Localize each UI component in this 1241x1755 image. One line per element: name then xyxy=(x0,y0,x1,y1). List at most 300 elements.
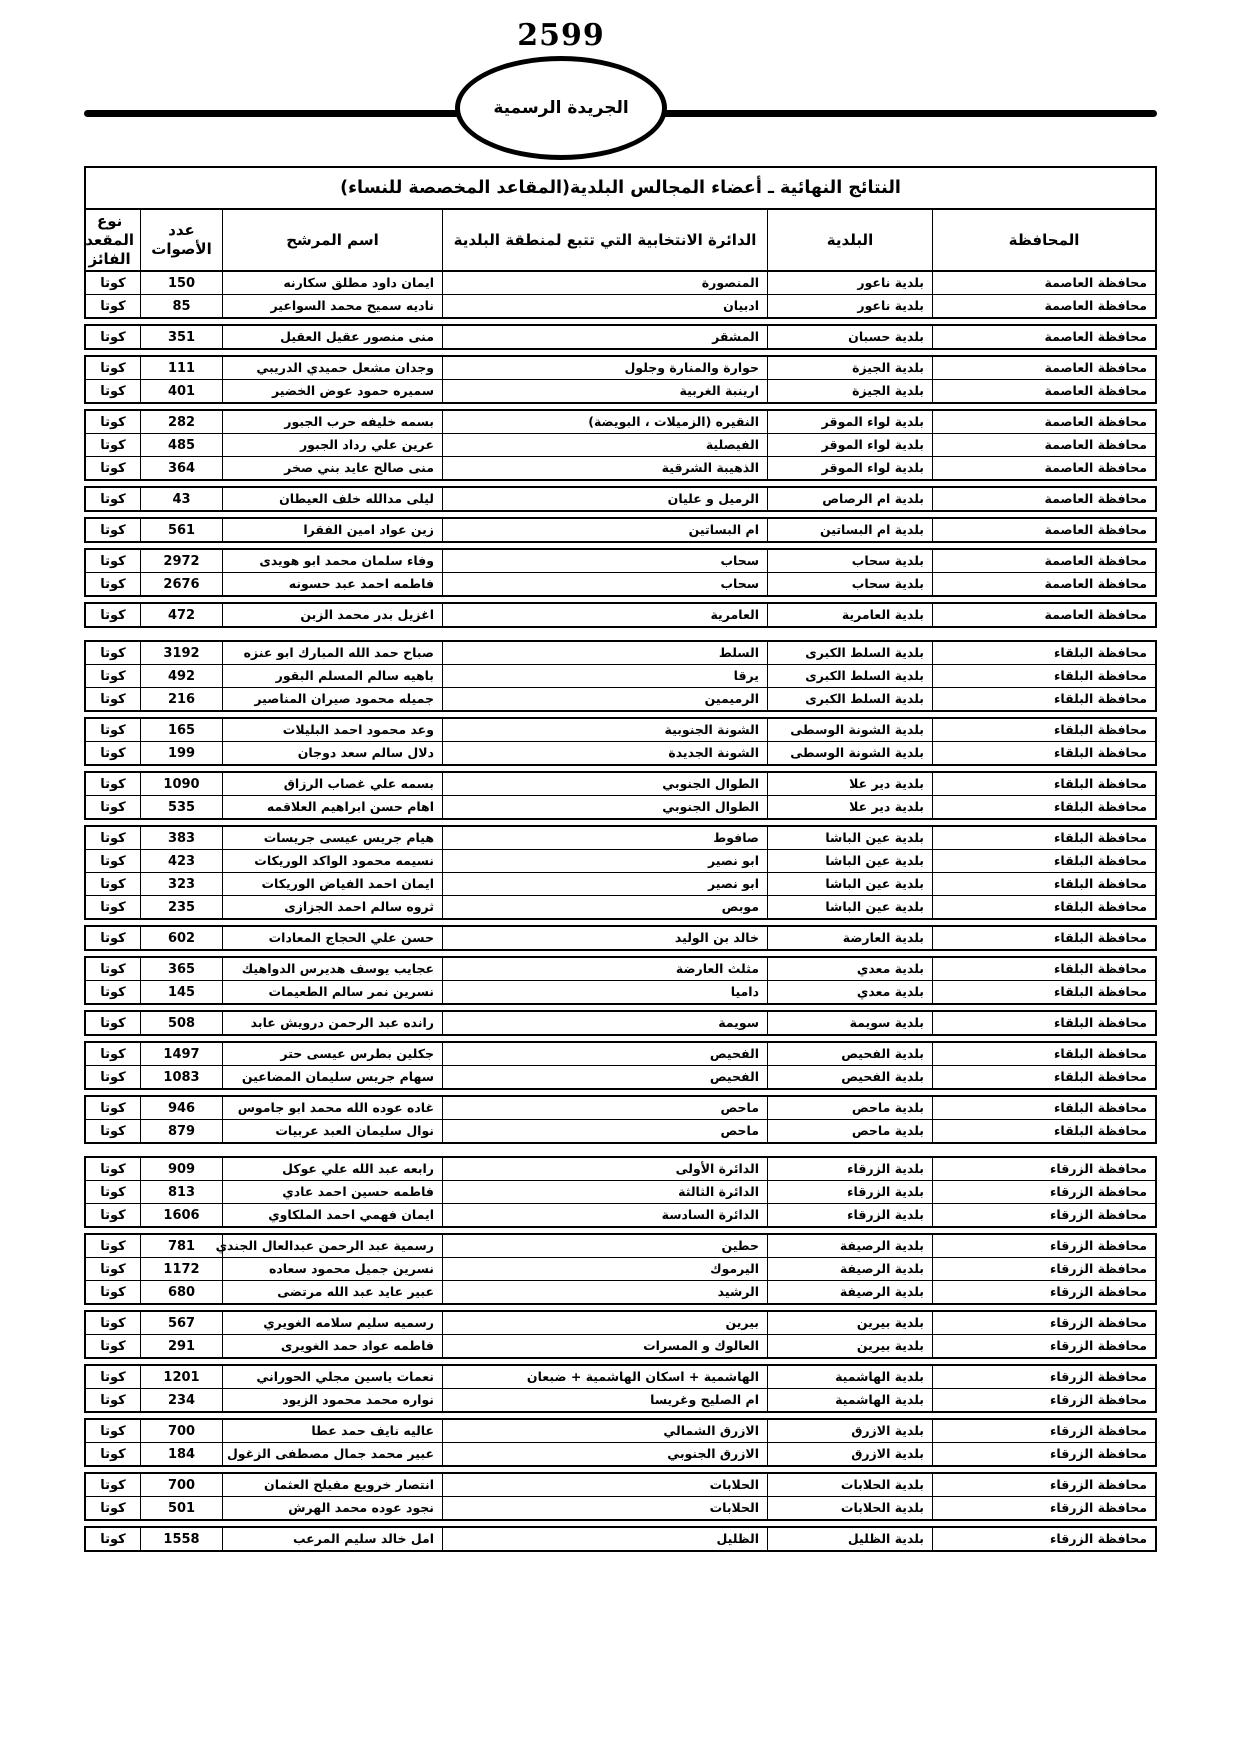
cell-candidate: ثروه سالم احمد الجزازى xyxy=(223,896,443,918)
table-row xyxy=(86,1180,1155,1203)
cell-votes: 485 xyxy=(141,434,223,456)
cell-governorate: محافظة العاصمة xyxy=(1044,414,1147,429)
cell-municipality: بلدية الفحيص xyxy=(768,1066,933,1088)
cell-seat: كوتا xyxy=(86,1043,141,1065)
table-row xyxy=(86,1528,1155,1550)
cell-district: خالد بن الوليد xyxy=(443,927,768,949)
table-row xyxy=(86,1442,1155,1465)
cell-candidate: زين عواد امين الفقرا xyxy=(223,519,443,541)
cell-municipality: بلدية عين الباشا xyxy=(768,827,933,849)
cell-municipality: بلدية الجيزة xyxy=(768,380,933,402)
cell-votes: 946 xyxy=(141,1097,223,1119)
cell-governorate: محافظة البلقاء xyxy=(1054,961,1147,976)
results-table xyxy=(84,166,1157,1552)
municipality-group xyxy=(84,771,1157,820)
cell-district: سحاب xyxy=(443,573,768,595)
column-header-votes: عدد الأصوات xyxy=(141,210,223,270)
cell-governorate: محافظة الزرقاء xyxy=(1050,1284,1147,1299)
municipality-group xyxy=(84,640,1157,712)
cell-votes: 781 xyxy=(141,1235,223,1257)
table-row xyxy=(86,1203,1155,1226)
table-row xyxy=(86,1334,1155,1357)
cell-candidate: ليلى مدالله خلف العيطان xyxy=(223,488,443,510)
cell-governorate: محافظة العاصمة xyxy=(1044,360,1147,375)
cell-governorate: محافظة البلقاء xyxy=(1054,1046,1147,1061)
cell-candidate: رانده عبد الرحمن درويش عابد xyxy=(223,1012,443,1034)
cell-seat: كوتا xyxy=(86,1389,141,1411)
cell-district: الازرق الجنوبي xyxy=(443,1443,768,1465)
table-row xyxy=(86,980,1155,1003)
cell-candidate: غاده عوده الله محمد ابو جاموس xyxy=(223,1097,443,1119)
cell-seat: كوتا xyxy=(86,550,141,572)
cell-district: مثلث العارضة xyxy=(443,958,768,980)
cell-municipality: بلدية الهاشمية xyxy=(768,1366,933,1388)
cell-district: الازرق الشمالي xyxy=(443,1420,768,1442)
cell-district: ابو نصير xyxy=(443,873,768,895)
cell-governorate: محافظة الزرقاء xyxy=(1050,1446,1147,1461)
cell-seat: كوتا xyxy=(86,796,141,818)
cell-governorate: محافظة البلقاء xyxy=(1054,1015,1147,1030)
cell-votes: 351 xyxy=(141,326,223,348)
table-row xyxy=(86,411,1155,433)
cell-votes: 111 xyxy=(141,357,223,379)
cell-seat: كوتا xyxy=(86,1443,141,1465)
cell-seat: كوتا xyxy=(86,827,141,849)
cell-seat: كوتا xyxy=(86,357,141,379)
cell-municipality: بلدية الرصيفة xyxy=(768,1235,933,1257)
cell-candidate: عبير عايد عبد الله مرتضى xyxy=(223,1281,443,1303)
cell-municipality: بلدية سويمة xyxy=(768,1012,933,1034)
municipality-group xyxy=(84,1310,1157,1359)
cell-municipality: بلدية العامرية xyxy=(768,604,933,626)
cell-governorate: محافظة الزرقاء xyxy=(1050,1392,1147,1407)
cell-candidate: امل خالد سليم المرعب xyxy=(223,1528,443,1550)
cell-seat: كوتا xyxy=(86,719,141,741)
cell-candidate: انتصار خرويع مفيلح العثمان xyxy=(223,1474,443,1496)
table-row xyxy=(86,1235,1155,1257)
cell-district: الفحيص xyxy=(443,1043,768,1065)
cell-seat: كوتا xyxy=(86,1312,141,1334)
cell-seat: كوتا xyxy=(86,272,141,294)
municipality-group xyxy=(84,1418,1157,1467)
cell-municipality: بلدية بيرين xyxy=(768,1312,933,1334)
table-row xyxy=(86,642,1155,664)
cell-candidate: نسرين جميل محمود سعاده xyxy=(223,1258,443,1280)
cell-votes: 2972 xyxy=(141,550,223,572)
cell-seat: كوتا xyxy=(86,1258,141,1280)
cell-seat: كوتا xyxy=(86,1120,141,1142)
cell-governorate: محافظة البلقاء xyxy=(1054,853,1147,868)
cell-district: الرميل و عليان xyxy=(443,488,768,510)
cell-seat: كوتا xyxy=(86,488,141,510)
municipality-group xyxy=(84,925,1157,951)
cell-municipality: بلدية السلط الكبرى xyxy=(768,642,933,664)
cell-seat: كوتا xyxy=(86,688,141,710)
gazette-title: الجريدة الرسمية xyxy=(493,98,629,118)
cell-district: ماحص xyxy=(443,1120,768,1142)
cell-governorate: محافظة الزرقاء xyxy=(1050,1531,1147,1546)
cell-governorate: محافظة البلقاء xyxy=(1054,799,1147,814)
cell-seat: كوتا xyxy=(86,927,141,949)
cell-candidate: سميره حمود عوض الخضير xyxy=(223,380,443,402)
table-row xyxy=(86,1158,1155,1180)
cell-seat: كوتا xyxy=(86,295,141,317)
column-header-district: الدائرة الانتخابية التي تتبع لمنطقة البلدية xyxy=(443,210,768,270)
table-row xyxy=(86,719,1155,741)
cell-governorate: محافظة الزرقاء xyxy=(1050,1161,1147,1176)
cell-seat: كوتا xyxy=(86,434,141,456)
cell-seat: كوتا xyxy=(86,1235,141,1257)
table-row xyxy=(86,687,1155,710)
cell-candidate: نواره محمد محمود الزيود xyxy=(223,1389,443,1411)
municipality-group xyxy=(84,1472,1157,1521)
cell-municipality: بلدية عين الباشا xyxy=(768,850,933,872)
cell-votes: 145 xyxy=(141,981,223,1003)
cell-votes: 216 xyxy=(141,688,223,710)
cell-seat: كوتا xyxy=(86,1335,141,1357)
cell-district: العامرية xyxy=(443,604,768,626)
cell-governorate: محافظة البلقاء xyxy=(1054,1069,1147,1084)
cell-candidate: منى منصور عقيل العقيل xyxy=(223,326,443,348)
cell-votes: 323 xyxy=(141,873,223,895)
cell-governorate: محافظة البلقاء xyxy=(1054,1123,1147,1138)
cell-seat: كوتا xyxy=(86,742,141,764)
table-row xyxy=(86,572,1155,595)
table-row xyxy=(86,1065,1155,1088)
cell-candidate: منى صالح عايد بني صخر xyxy=(223,457,443,479)
cell-governorate: محافظة البلقاء xyxy=(1054,691,1147,706)
cell-district: ابو نصير xyxy=(443,850,768,872)
cell-seat: كوتا xyxy=(86,1097,141,1119)
municipality-group xyxy=(84,1364,1157,1413)
cell-votes: 1606 xyxy=(141,1204,223,1226)
page-number: 2599 xyxy=(517,18,605,53)
municipality-group xyxy=(84,1010,1157,1036)
cell-votes: 1172 xyxy=(141,1258,223,1280)
cell-seat: كوتا xyxy=(86,873,141,895)
cell-votes: 1090 xyxy=(141,773,223,795)
cell-municipality: بلدية ماحص xyxy=(768,1120,933,1142)
cell-seat: كوتا xyxy=(86,1528,141,1550)
cell-votes: 365 xyxy=(141,958,223,980)
cell-votes: 85 xyxy=(141,295,223,317)
cell-district: حوارة والمنارة وجلول xyxy=(443,357,768,379)
cell-candidate: بسمه علي غصاب الرزاق xyxy=(223,773,443,795)
cell-governorate: محافظة الزرقاء xyxy=(1050,1477,1147,1492)
municipality-group xyxy=(84,517,1157,543)
table-row xyxy=(86,456,1155,479)
cell-votes: 501 xyxy=(141,1497,223,1519)
cell-district: الفحيص xyxy=(443,1066,768,1088)
cell-candidate: نسيمه محمود الواكد الوريكات xyxy=(223,850,443,872)
cell-governorate: محافظة الزرقاء xyxy=(1050,1238,1147,1253)
cell-district: ارينبة الغربية xyxy=(443,380,768,402)
cell-district: بيرين xyxy=(443,1312,768,1334)
cell-municipality: بلدية حسبان xyxy=(768,326,933,348)
page-content xyxy=(84,0,1157,1755)
cell-municipality: بلدية الرصيفة xyxy=(768,1258,933,1280)
cell-municipality: بلدية الزرقاء xyxy=(768,1181,933,1203)
table-row xyxy=(86,773,1155,795)
cell-candidate: فاطمه عواد حمد الغويرى xyxy=(223,1335,443,1357)
cell-votes: 535 xyxy=(141,796,223,818)
cell-governorate: محافظة البلقاء xyxy=(1054,876,1147,891)
cell-district: الشونة الجديدة xyxy=(443,742,768,764)
cell-seat: كوتا xyxy=(86,1366,141,1388)
cell-municipality: بلدية دير علا xyxy=(768,796,933,818)
municipality-group xyxy=(84,956,1157,1005)
cell-municipality: بلدية سحاب xyxy=(768,573,933,595)
table-row xyxy=(86,379,1155,402)
cell-votes: 909 xyxy=(141,1158,223,1180)
cell-municipality: بلدية سحاب xyxy=(768,550,933,572)
table-row xyxy=(86,326,1155,348)
cell-district: يرقا xyxy=(443,665,768,687)
table-row xyxy=(86,1257,1155,1280)
cell-municipality: بلدية الازرق xyxy=(768,1420,933,1442)
cell-seat: كوتا xyxy=(86,519,141,541)
cell-governorate: محافظة العاصمة xyxy=(1044,576,1147,591)
cell-governorate: محافظة العاصمة xyxy=(1044,522,1147,537)
cell-district: صافوط xyxy=(443,827,768,849)
cell-governorate: محافظة العاصمة xyxy=(1044,607,1147,622)
table-row xyxy=(86,827,1155,849)
cell-votes: 383 xyxy=(141,827,223,849)
cell-district: حطين xyxy=(443,1235,768,1257)
cell-candidate: جميله محمود صيران المناصير xyxy=(223,688,443,710)
cell-candidate: باهيه سالم المسلم البقور xyxy=(223,665,443,687)
cell-candidate: ايمان داود مطلق سكارنه xyxy=(223,272,443,294)
cell-district: ادبيان xyxy=(443,295,768,317)
table-row xyxy=(86,849,1155,872)
municipality-group xyxy=(84,1095,1157,1144)
cell-seat: كوتا xyxy=(86,457,141,479)
table-row xyxy=(86,895,1155,918)
municipality-group xyxy=(84,486,1157,512)
cell-district: ام البساتين xyxy=(443,519,768,541)
cell-municipality: بلدية لواء الموقر xyxy=(768,411,933,433)
cell-municipality: بلدية لواء الموقر xyxy=(768,457,933,479)
municipality-group xyxy=(84,825,1157,920)
cell-votes: 282 xyxy=(141,411,223,433)
municipality-group xyxy=(84,409,1157,481)
municipality-group xyxy=(84,324,1157,350)
cell-seat: كوتا xyxy=(86,411,141,433)
cell-municipality: بلدية ام الرصاص xyxy=(768,488,933,510)
cell-district: المنصورة xyxy=(443,272,768,294)
cell-candidate: عرين علي رداد الجبور xyxy=(223,434,443,456)
cell-governorate: محافظة العاصمة xyxy=(1044,383,1147,398)
cell-municipality: بلدية بيرين xyxy=(768,1335,933,1357)
cell-seat: كوتا xyxy=(86,1204,141,1226)
table-row xyxy=(86,433,1155,456)
cell-candidate: بسمه خليفه حرب الجبور xyxy=(223,411,443,433)
cell-governorate: محافظة البلقاء xyxy=(1054,830,1147,845)
cell-municipality: بلدية عين الباشا xyxy=(768,896,933,918)
cell-candidate: نعمات ياسين مجلي الحوراني xyxy=(223,1366,443,1388)
municipality-group xyxy=(84,272,1157,319)
cell-votes: 1558 xyxy=(141,1528,223,1550)
municipality-group xyxy=(84,602,1157,628)
cell-candidate: فاطمه حسين احمد عادي xyxy=(223,1181,443,1203)
column-header-seat: نوع المقعد الفائز xyxy=(79,210,141,270)
table-row xyxy=(86,1388,1155,1411)
cell-governorate: محافظة الزرقاء xyxy=(1050,1184,1147,1199)
table-row xyxy=(86,1366,1155,1388)
table-row xyxy=(86,357,1155,379)
cell-seat: كوتا xyxy=(86,896,141,918)
cell-seat: كوتا xyxy=(86,1497,141,1519)
cell-votes: 1497 xyxy=(141,1043,223,1065)
cell-district: المشقر xyxy=(443,326,768,348)
cell-seat: كوتا xyxy=(86,642,141,664)
cell-votes: 700 xyxy=(141,1474,223,1496)
municipality-group xyxy=(84,1041,1157,1090)
cell-votes: 199 xyxy=(141,742,223,764)
cell-governorate: محافظة الزرقاء xyxy=(1050,1500,1147,1515)
cell-seat: كوتا xyxy=(86,1281,141,1303)
table-row xyxy=(86,872,1155,895)
cell-seat: كوتا xyxy=(86,604,141,626)
cell-district: الحلابات xyxy=(443,1474,768,1496)
table-row xyxy=(86,519,1155,541)
cell-votes: 150 xyxy=(141,272,223,294)
cell-votes: 561 xyxy=(141,519,223,541)
table-row xyxy=(86,1043,1155,1065)
cell-district: الدائرة الأولى xyxy=(443,1158,768,1180)
cell-district: سويمة xyxy=(443,1012,768,1034)
cell-district: داميا xyxy=(443,981,768,1003)
cell-candidate: سهام جريس سليمان المضاعين xyxy=(223,1066,443,1088)
cell-seat: كوتا xyxy=(86,1181,141,1203)
cell-candidate: ايمان احمد الفياض الوريكات xyxy=(223,873,443,895)
cell-governorate: محافظة العاصمة xyxy=(1044,275,1147,290)
cell-votes: 2676 xyxy=(141,573,223,595)
cell-candidate: وفاء سلمان محمد ابو هويدى xyxy=(223,550,443,572)
cell-seat: كوتا xyxy=(86,665,141,687)
municipality-group xyxy=(84,548,1157,597)
cell-candidate: هيام جريس عيسى جريسات xyxy=(223,827,443,849)
cell-municipality: بلدية الظليل xyxy=(768,1528,933,1550)
cell-municipality: بلدية ناعور xyxy=(768,295,933,317)
cell-votes: 423 xyxy=(141,850,223,872)
cell-municipality: بلدية معدي xyxy=(768,981,933,1003)
cell-district: سحاب xyxy=(443,550,768,572)
cell-votes: 700 xyxy=(141,1420,223,1442)
table-row xyxy=(86,927,1155,949)
cell-votes: 184 xyxy=(141,1443,223,1465)
municipality-group xyxy=(84,717,1157,766)
table-row xyxy=(86,550,1155,572)
cell-seat: كوتا xyxy=(86,326,141,348)
cell-candidate: عبير محمد جمال مصطفى الزغول xyxy=(223,1443,443,1465)
table-row xyxy=(86,1097,1155,1119)
cell-votes: 401 xyxy=(141,380,223,402)
cell-district: الفيصلية xyxy=(443,434,768,456)
cell-votes: 1201 xyxy=(141,1366,223,1388)
cell-candidate: اهام حسن ابراهيم العلاقمه xyxy=(223,796,443,818)
cell-candidate: نوال سليمان العبد عربيات xyxy=(223,1120,443,1142)
cell-district: ام الصليح وغريسا xyxy=(443,1389,768,1411)
cell-seat: كوتا xyxy=(86,850,141,872)
cell-seat: كوتا xyxy=(86,1158,141,1180)
cell-governorate: محافظة البلقاء xyxy=(1054,745,1147,760)
table-row xyxy=(86,1420,1155,1442)
cell-municipality: بلدية الازرق xyxy=(768,1443,933,1465)
table-title: النتائج النهائية ـ أعضاء المجالس البلدية(المقاعد المخصصة للنساء) xyxy=(340,178,901,198)
cell-municipality: بلدية الزرقاء xyxy=(768,1158,933,1180)
cell-seat: كوتا xyxy=(86,958,141,980)
cell-seat: كوتا xyxy=(86,573,141,595)
cell-seat: كوتا xyxy=(86,981,141,1003)
cell-candidate: وعد محمود احمد البليلات xyxy=(223,719,443,741)
cell-governorate: محافظة العاصمة xyxy=(1044,460,1147,475)
cell-district: العالوك و المسرات xyxy=(443,1335,768,1357)
cell-district: الذهيبة الشرقية xyxy=(443,457,768,479)
cell-seat: كوتا xyxy=(86,1474,141,1496)
gazette-oval-badge xyxy=(455,56,667,160)
cell-governorate: محافظة البلقاء xyxy=(1054,930,1147,945)
cell-governorate: محافظة الزرقاء xyxy=(1050,1423,1147,1438)
cell-governorate: محافظة البلقاء xyxy=(1054,1100,1147,1115)
cell-votes: 165 xyxy=(141,719,223,741)
cell-municipality: بلدية الشونة الوسطى xyxy=(768,742,933,764)
cell-seat: كوتا xyxy=(86,1066,141,1088)
cell-governorate: محافظة البلقاء xyxy=(1054,722,1147,737)
column-header-candidate: اسم المرشح xyxy=(223,210,443,270)
cell-candidate: حسن علي الحجاج المعادات xyxy=(223,927,443,949)
table-row xyxy=(86,958,1155,980)
cell-candidate: ناديه سميح محمد السواعير xyxy=(223,295,443,317)
table-row xyxy=(86,795,1155,818)
cell-district: الظليل xyxy=(443,1528,768,1550)
cell-governorate: محافظة العاصمة xyxy=(1044,491,1147,506)
cell-governorate: محافظة البلقاء xyxy=(1054,984,1147,999)
cell-governorate: محافظة الزرقاء xyxy=(1050,1207,1147,1222)
cell-votes: 3192 xyxy=(141,642,223,664)
table-row xyxy=(86,1474,1155,1496)
cell-governorate: محافظة البلقاء xyxy=(1054,776,1147,791)
table-row xyxy=(86,604,1155,626)
cell-seat: كوتا xyxy=(86,380,141,402)
cell-district: الرميمين xyxy=(443,688,768,710)
cell-municipality: بلدية ماحص xyxy=(768,1097,933,1119)
cell-seat: كوتا xyxy=(86,1012,141,1034)
cell-candidate: فاطمه احمد عبد حسونه xyxy=(223,573,443,595)
cell-governorate: محافظة الزرقاء xyxy=(1050,1369,1147,1384)
cell-candidate: وجدان مشعل حميدي الدريبي xyxy=(223,357,443,379)
cell-votes: 680 xyxy=(141,1281,223,1303)
table-row xyxy=(86,1496,1155,1519)
cell-seat: كوتا xyxy=(86,1420,141,1442)
cell-votes: 567 xyxy=(141,1312,223,1334)
cell-municipality: بلدية الفحيص xyxy=(768,1043,933,1065)
cell-municipality: بلدية الرصيفة xyxy=(768,1281,933,1303)
table-row xyxy=(86,664,1155,687)
cell-candidate: رابعه عبد الله علي عوكل xyxy=(223,1158,443,1180)
table-row xyxy=(86,488,1155,510)
cell-district: الشونة الجنوبية xyxy=(443,719,768,741)
column-header-municipality: البلدية xyxy=(768,210,933,270)
cell-votes: 492 xyxy=(141,665,223,687)
cell-district: الدائرة الثالثة xyxy=(443,1181,768,1203)
cell-municipality: بلدية السلط الكبرى xyxy=(768,665,933,687)
municipality-group xyxy=(84,355,1157,404)
column-header-governorate: المحافظة xyxy=(1008,230,1080,249)
cell-governorate: محافظة البلقاء xyxy=(1054,645,1147,660)
cell-district: الطوال الجنوبي xyxy=(443,796,768,818)
cell-district: السلط xyxy=(443,642,768,664)
